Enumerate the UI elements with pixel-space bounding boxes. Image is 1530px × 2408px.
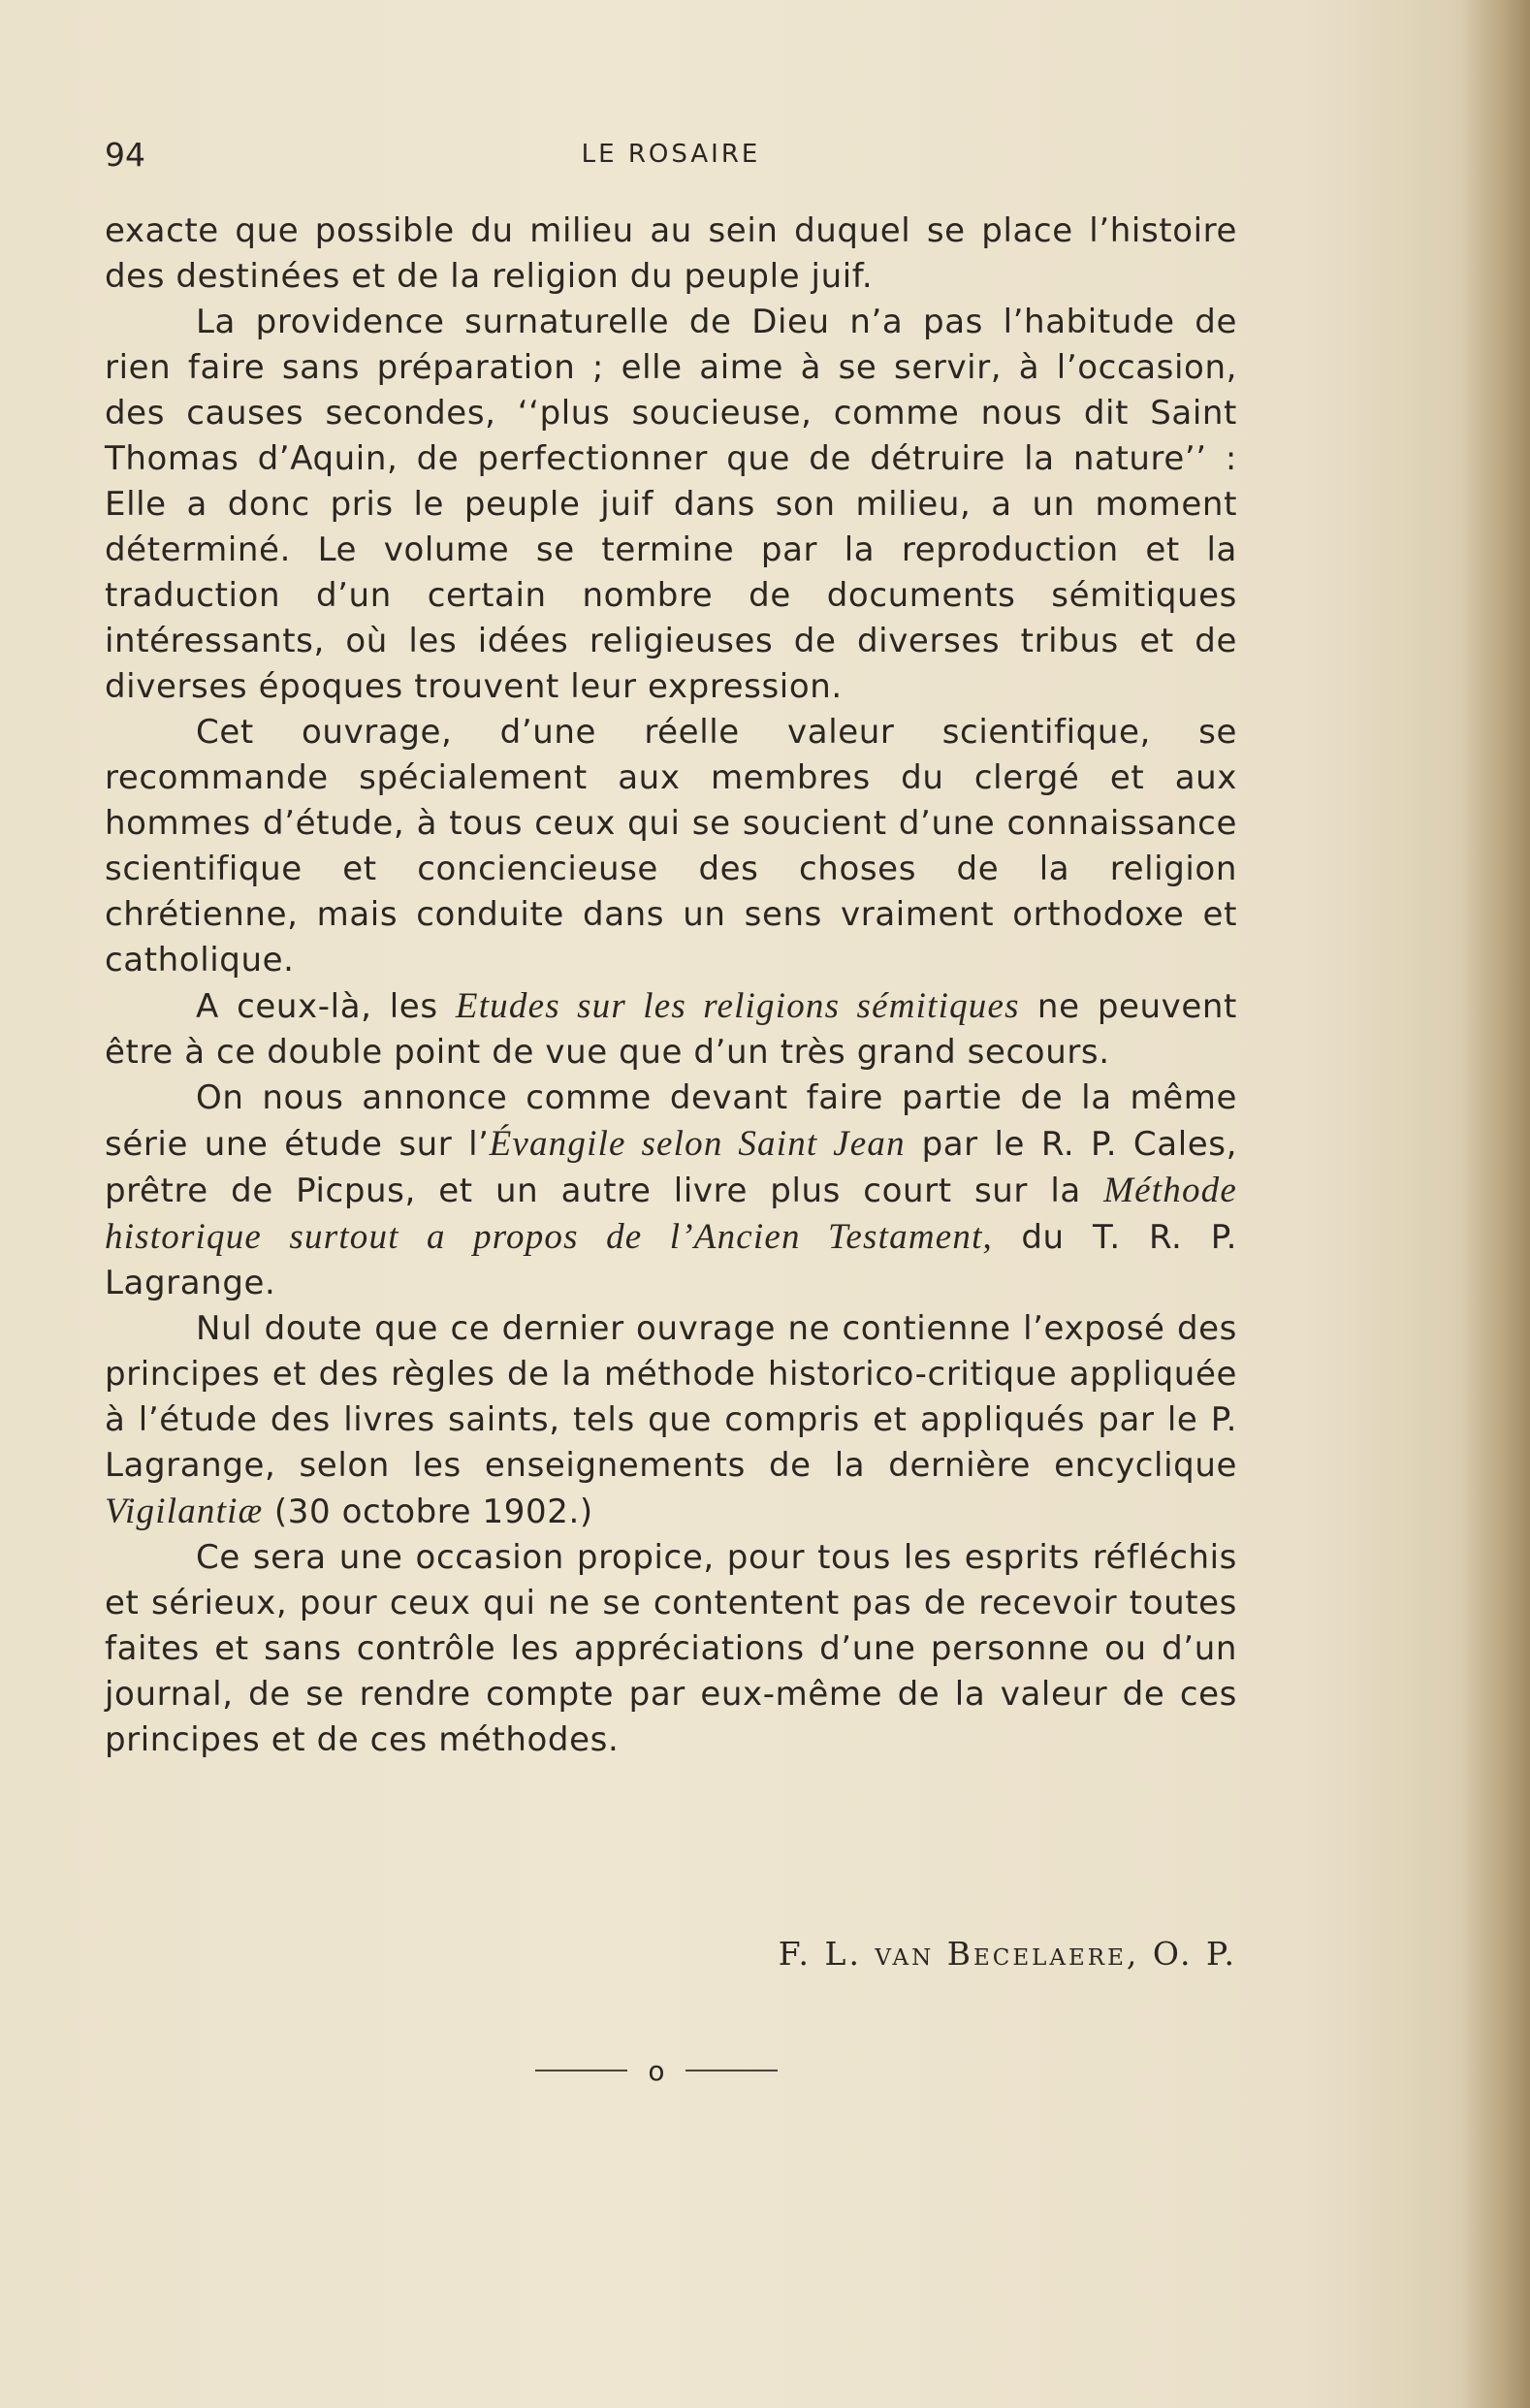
italic-title: Évangile selon Saint Jean <box>489 1124 906 1164</box>
paragraph <box>105 209 1237 300</box>
divider-mark: o <box>648 2054 665 2087</box>
text-run: exacte que possible du milieu au sein duquel se place l’histoire des destinées et de la religion du peuple juif. <box>105 211 1237 296</box>
text-run: ne peuvent être à ce double point de vue que d’un très grand secours. <box>105 987 1237 1072</box>
paragraph <box>105 1306 1237 1535</box>
italic-title: Méthode historique surtout a propos de l’Ancien Testament, <box>105 1171 1237 1257</box>
divider-rule-right <box>685 2070 778 2071</box>
paragraph <box>105 710 1237 983</box>
text-run: Cet ouvrage, d’une réelle valeur scientifique, se recommande spécialement aux membres du clergé et aux hommes d’étude, à tous ceux qui se soucient d’une connaissance scientifique et conciencieuse des choses de la religion chrétienne, mais conduite dans un sens vraiment orthodoxe et catholique. <box>105 713 1237 979</box>
paragraph <box>105 1535 1237 1763</box>
page-number: 94 <box>105 136 145 174</box>
text-run: La providence surnaturelle de Dieu n’a pas l’habitude de rien faire sans préparation ; elle aime à se servir, à l’occasion, des causes secondes, ‘‘plus soucieuse, comme nous dit Saint Thomas d’Aquin, de perfectionner que de détruire la nature’’ : Elle a donc pris le peuple juif dans son milieu, a un moment déterminé. Le volume se termine par la reproduction et la traduction d’un certain nombre de documents sémitiques intéressants, où les idées religieuses de diverses tribus et de diverses époques trouvent leur expression. <box>105 303 1237 706</box>
text-run: du T. R. P. Lagrange. <box>105 1218 1237 1302</box>
italic-title: Etudes sur les religions sémitiques <box>455 986 1020 1026</box>
page-header <box>105 136 1237 184</box>
text-run: On nous annonce comme devant faire partie de la même série une étude sur l’ <box>105 1078 1237 1164</box>
italic-title: Vigilantiæ <box>105 1492 264 1531</box>
author-signature: F. L. van Becelaere, O. P. <box>778 1935 1237 1973</box>
paragraph <box>105 1076 1237 1306</box>
article-body <box>105 209 1237 1763</box>
page-edge-shadow <box>1462 0 1530 2408</box>
divider-rule-left <box>535 2070 627 2071</box>
running-head: LE ROSAIRE <box>581 140 761 169</box>
text-run: Ce sera une occasion propice, pour tous les esprits réfléchis et sérieux, pour ceux qui ne se contentent pas de recevoir toutes faites et sans contrôle les appréciations d’une personne ou d’un journal, de se rendre compte par eux-même de la valeur de ces principes et de ces méthodes. <box>105 1538 1237 1759</box>
text-run: A ceux-là, les <box>196 987 456 1026</box>
section-divider <box>535 2051 778 2090</box>
text-run: Nul doute que ce dernier ouvrage ne contienne l’exposé des principes et des règles de la méthode historico-critique appliquée à l’étude des livres saints, tels que compris et appliqués par le P. Lagrange, selon les enseignements de la dernière encyclique <box>105 1309 1237 1485</box>
paragraph <box>105 300 1237 710</box>
text-run: par le R. P. Cales, prêtre de Picpus, et un autre livre plus court sur la <box>105 1125 1237 1210</box>
text-run: (30 octobre 1902.) <box>263 1493 593 1531</box>
paragraph <box>105 983 1237 1076</box>
